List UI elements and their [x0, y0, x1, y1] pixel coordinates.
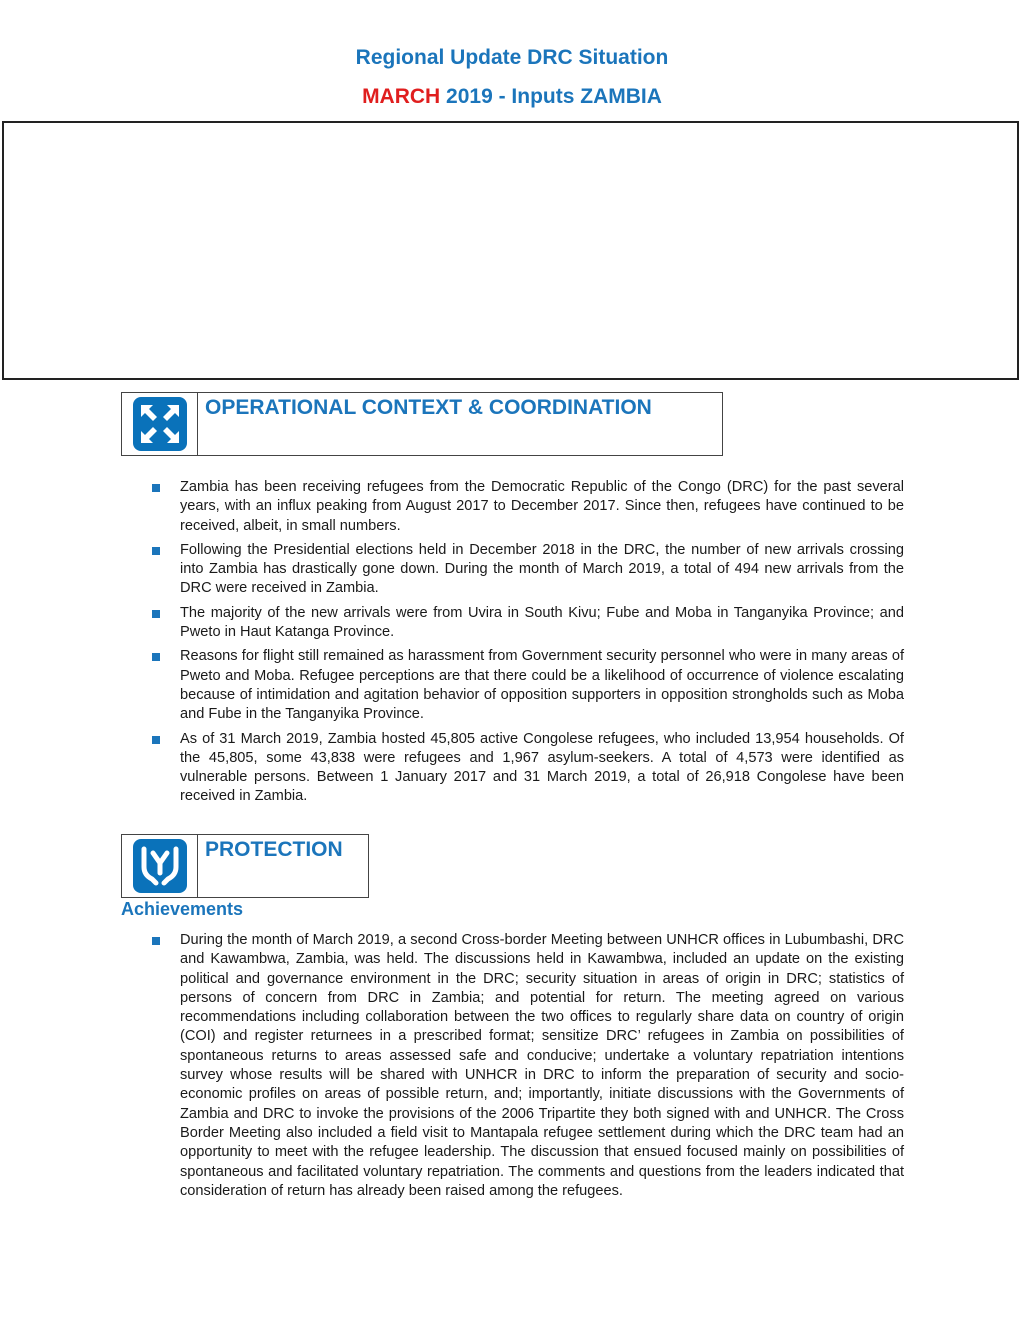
list-item [150, 730, 904, 807]
bullet-square-icon [152, 937, 160, 945]
subtitle-rest: 2019 - Inputs ZAMBIA [440, 85, 662, 108]
coordination-arrows-icon [133, 397, 187, 451]
subtitle-month: MARCH [362, 85, 441, 108]
document-title-text: Regional Update DRC Situation [355, 46, 669, 69]
protection-icon-cell [122, 835, 198, 897]
bullet-square-icon [152, 653, 160, 661]
list-item-text: Zambia has been receiving refugees from the Democratic Republic of the Congo (DRC) for the past several years, with an influx peaking from August 2017 to December 2017. Since then, refugees have continued to be received, albeit, in small numbers. [180, 479, 904, 534]
bullet-square-icon [152, 736, 160, 744]
operational-icon-cell [122, 393, 198, 455]
list-item-text: Reasons for flight still remained as harassment from Government security personnel who were in many areas of Pweto and Moba. Refugee perceptions are that there could be a likelihood of occurrence of violence escalating because of intimidation and agitation behavior of opposition supporters in opposition strongholds such as Moba and Fube in the Tanganyika Province. [180, 648, 904, 723]
list-item [150, 647, 904, 724]
list-item-text: As of 31 March 2019, Zambia hosted 45,805 active Congolese refugees, who included 13,954 households. Of the 45,805, some 43,838 were refugees and 1,967 asylum-seekers. A total of 4,573 were identified as vulnerable persons. Between 1 January 2017 and 31 March 2019, a total of 26,918 Congolese have been received in Zambia. [180, 730, 904, 805]
document-subtitle [0, 85, 1024, 109]
document-title [0, 46, 1024, 70]
operational-section-header [121, 392, 723, 456]
operational-section-title: OPERATIONAL CONTEXT & COORDINATION [205, 396, 652, 419]
achievements-heading: Achievements [121, 899, 244, 919]
blank-figure-frame [2, 121, 1019, 380]
list-item [150, 478, 904, 536]
list-item-text: During the month of March 2019, a second Cross-border Meeting between UNHCR offices in Lubumbashi, DRC and Kawambwa, Zambia, was held. The discussions held in Kawambwa, included an update on the existing political and governance environment in the DRC; security situation in areas of origin in DRC; statistics of persons of concern from DRC in Zambia; and potential for return. The meeting agreed on various recommendations including collaboration between the two offices to regularly share data on country of origin (COI) and register returnees in a prescribed format; sensitize DRC’ refugees in Zambia on possibilities of spontaneous returns to areas assessed safe and conducive; undertake a voluntary repatriation intentions survey whose results will be shared with UNHCR in DRC to inform the preparation of security and socio-economic profiles on areas of possible return, and; importantly, initiate discussions with the Governments of Zambia and DRC to invoke the provisions of the 2006 Tripartite they both signed with and UNHCR. The Cross Border Meeting also included a field visit to Mantapala refugee settlement during which the DRC team had an opportunity to meet with the refugee leadership. The discussion that ensued focused mainly on possibilities of spontaneous and facilitated voluntary repatriation. The comments and questions from the leaders indicated that consideration of return has already been raised among the refugees. [180, 932, 904, 1199]
list-item-text: The majority of the new arrivals were from Uvira in South Kivu; Fube and Moba in Tanganyika Province; and Pweto in Haut Katanga Province. [180, 604, 904, 641]
list-item [150, 541, 904, 599]
protection-hands-icon [133, 839, 187, 893]
bullet-square-icon [152, 610, 160, 618]
protection-section-title: PROTECTION [205, 838, 343, 861]
list-item-text: Following the Presidential elections held in December 2018 in the DRC, the number of new arrivals crossing into Zambia has drastically gone down. During the month of March 2019, a total of 494 new arrivals from the DRC were received in Zambia. [180, 541, 904, 597]
bullet-square-icon [152, 547, 160, 555]
bullet-square-icon [152, 484, 160, 492]
list-item [150, 604, 904, 643]
protection-bullet-list [150, 931, 904, 1201]
list-item [150, 931, 904, 1201]
operational-bullet-list [150, 478, 904, 812]
protection-section-header [121, 834, 369, 898]
